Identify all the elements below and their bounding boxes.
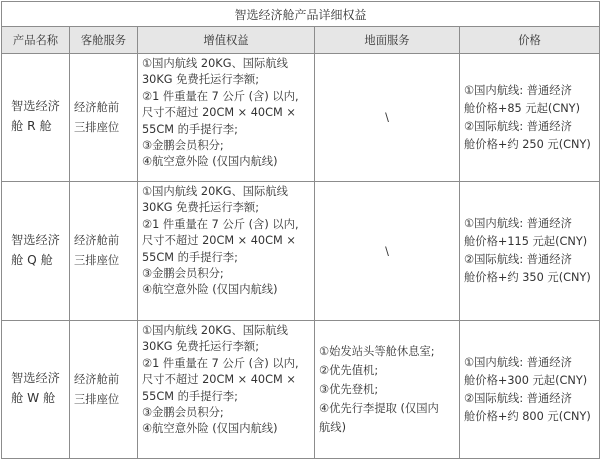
rights-line: 30KG 免费托运行李额; xyxy=(142,201,260,215)
rights-line: ②1 件重量在 7 公斤 (含) 以内, xyxy=(142,217,299,231)
price-line: 舱价格+115 元起(CNY) xyxy=(464,235,588,248)
cabin-service-line: 经济舱前 xyxy=(74,234,120,247)
price-line: 舱价格+300 元起(CNY) xyxy=(464,373,588,387)
product-name-cell xyxy=(2,54,70,182)
header-product-name: 产品名称 xyxy=(2,27,70,54)
header-value-added-rights: 增值权益 xyxy=(138,27,315,54)
product-name-line: 舱 Q 舱 xyxy=(11,252,53,267)
header-row xyxy=(2,27,600,54)
rights-line: ④航空意外险 (仅国内航线) xyxy=(142,155,278,169)
rights-line: ①国内航线 20KG、国际航线 xyxy=(142,57,288,70)
ground-service-line: 航线) xyxy=(319,421,347,434)
product-name-cell xyxy=(2,321,70,459)
rights-line: ③金鹏会员积分; xyxy=(142,267,224,281)
rights-line: 55CM 的手提行李; xyxy=(142,389,238,403)
product-name-line: 舱 R 舱 xyxy=(11,119,52,133)
value-added-rights-cell xyxy=(138,321,315,459)
rights-line: ④航空意外险 (仅国内航线) xyxy=(142,283,278,297)
cabin-service-line: 三排座位 xyxy=(74,120,120,134)
value-added-rights-cell xyxy=(138,54,315,182)
ground-service-cell xyxy=(315,321,460,459)
table-row xyxy=(2,182,600,321)
price-line: ①国内航线: 普通经济 xyxy=(464,355,572,369)
rights-line: 尺寸不超过 20CM × 40CM × xyxy=(142,106,296,120)
cabin-service-cell xyxy=(70,321,138,459)
price-line: ①国内航线: 普通经济 xyxy=(464,217,572,230)
product-name-line: 智选经济 xyxy=(11,232,60,247)
price-line: ②国际航线: 普通经济 xyxy=(464,119,572,133)
rights-line: ②1 件重量在 7 公斤 (含) 以内, xyxy=(142,356,299,370)
product-name-line: 智选经济 xyxy=(11,99,60,113)
rights-line: 30KG 免费托运行李额; xyxy=(142,340,260,354)
cabin-service-cell xyxy=(70,182,138,321)
price-line: ②国际航线: 普通经济 xyxy=(464,253,572,266)
rights-line: ④航空意外险 (仅国内航线) xyxy=(142,422,278,436)
product-name-line: 智选经济 xyxy=(11,371,60,385)
product-name-line: 舱 W 舱 xyxy=(11,391,56,405)
cabin-service-line: 三排座位 xyxy=(74,254,120,267)
price-cell xyxy=(460,321,600,459)
header-price: 价格 xyxy=(460,27,600,54)
rights-table xyxy=(1,1,600,459)
price-line: ①国内航线: 普通经济 xyxy=(464,83,572,97)
rights-line: 55CM 的手提行李; xyxy=(142,250,238,264)
cabin-service-line: 三排座位 xyxy=(74,392,120,406)
ground-service-line: ①始发站头等舱休息室; xyxy=(319,345,435,358)
rights-line: 尺寸不超过 20CM × 40CM × xyxy=(142,373,296,387)
cabin-service-line: 经济舱前 xyxy=(74,372,120,386)
rights-line: ②1 件重量在 7 公斤 (含) 以内, xyxy=(142,89,299,103)
ground-service-cell xyxy=(315,182,460,321)
cabin-service-cell xyxy=(70,54,138,182)
rights-line: ③金鹏会员积分; xyxy=(142,139,224,153)
ground-service-line: \ xyxy=(385,111,389,124)
table-row xyxy=(2,54,600,182)
rights-line: ①国内航线 20KG、国际航线 xyxy=(142,324,288,337)
price-line: 舱价格+约 800 元(CNY) xyxy=(464,409,591,423)
rights-line: 30KG 免费托运行李额; xyxy=(142,73,260,87)
price-line: 舱价格+约 250 元(CNY) xyxy=(464,137,591,151)
header-ground-service: 地面服务 xyxy=(315,27,460,54)
value-added-rights-cell xyxy=(138,182,315,321)
rights-line: 尺寸不超过 20CM × 40CM × xyxy=(142,234,296,248)
product-name-cell xyxy=(2,182,70,321)
ground-service-line: \ xyxy=(385,244,389,258)
price-line: 舱价格+85 元起(CNY) xyxy=(464,101,580,115)
price-line: 舱价格+约 350 元(CNY) xyxy=(464,271,591,284)
rights-line: ③金鹏会员积分; xyxy=(142,406,224,420)
ground-service-line: ②优先值机; xyxy=(319,364,379,377)
ground-service-cell xyxy=(315,54,460,182)
table-title: 智选经济舱产品详细权益 xyxy=(2,2,600,27)
header-cabin-service: 客舱服务 xyxy=(70,27,138,54)
rights-line: ①国内航线 20KG、国际航线 xyxy=(142,185,288,198)
price-cell xyxy=(460,182,600,321)
table-row xyxy=(2,321,600,459)
rights-line: 55CM 的手提行李; xyxy=(142,122,238,136)
cabin-service-line: 经济舱前 xyxy=(74,100,120,114)
ground-service-line: ④优先行李提取 (仅国内 xyxy=(319,402,439,415)
price-cell xyxy=(460,54,600,182)
price-line: ②国际航线: 普通经济 xyxy=(464,391,572,405)
ground-service-line: ③优先登机; xyxy=(319,383,379,396)
